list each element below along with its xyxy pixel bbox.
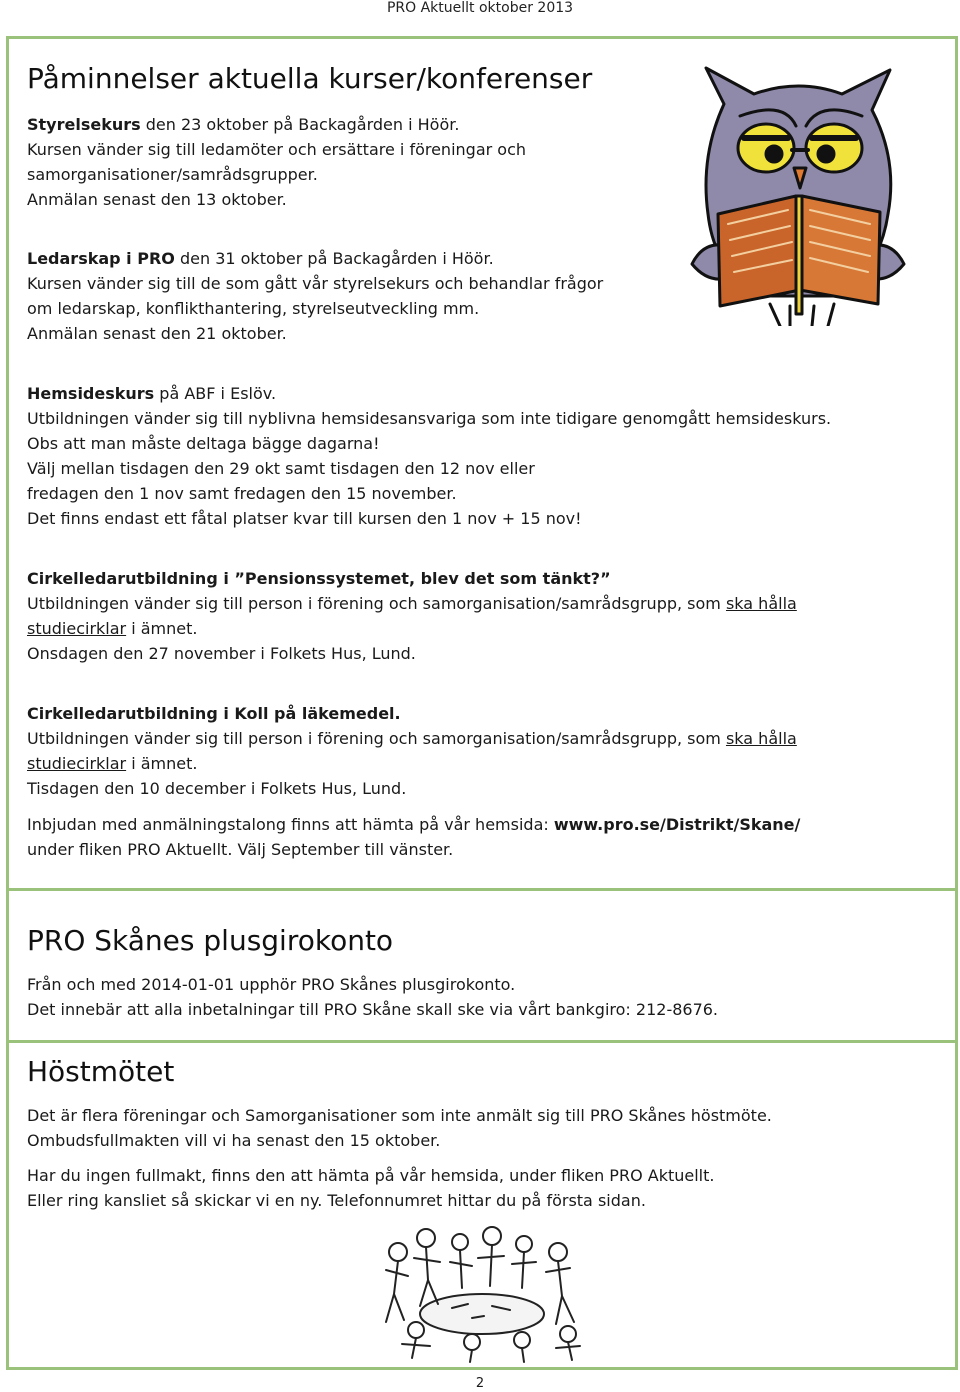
hemsideskurs-block	[27, 381, 831, 531]
invitation-text: Inbjudan med anmälningstalong finns att hämta på vår hemsida:	[27, 815, 554, 834]
plusgiro-line: Från och med 2014-01-01 upphör PRO Skånes plusgirokonto.	[27, 975, 516, 994]
hemsideskurs-name: Hemsideskurs	[27, 384, 155, 403]
plusgiro-heading: PRO Skånes plusgirokonto	[27, 924, 394, 957]
people-meeting-illustration	[372, 1218, 592, 1364]
ledarskap-line: Kursen vänder sig till de som gått vår styrelsekurs och behandlar frågor	[27, 274, 604, 293]
hemsideskurs-line: Välj mellan tisdagen den 29 okt samt tisdagen den 12 nov eller	[27, 459, 535, 478]
pension-course-audience	[27, 591, 797, 616]
owl-reading-book-illustration	[684, 64, 912, 326]
ledarskap-name: Ledarskap i PRO	[27, 249, 175, 268]
ledarskap-line: om ledarskap, konflikthantering, styrelseutveckling mm.	[27, 299, 480, 318]
lakemedel-course-link-part1: ska hålla	[725, 729, 797, 748]
lakemedel-course-date: Tisdagen den 10 december i Folkets Hus, Lund.	[27, 779, 407, 798]
invitation-line-2: under fliken PRO Aktuellt. Välj September till vänster.	[27, 840, 454, 859]
hemsideskurs-line: Obs att man måste deltaga bägge dagarna!	[27, 434, 380, 453]
courses-heading: Påminnelser aktuella kurser/konferenser	[27, 62, 593, 95]
page-number: 2	[475, 1376, 485, 1391]
styrelsekurs-when: den 23 oktober på Backagården i Höör.	[140, 115, 460, 134]
lakemedel-course-audience	[27, 726, 797, 751]
hostmotet-line: Har du ingen fullmakt, finns den att hämta på vår hemsida, under fliken PRO Aktuellt.	[27, 1166, 715, 1185]
hostmotet-paragraph-1	[27, 1103, 772, 1153]
hemsideskurs-line: Utbildningen vänder sig till nyblivna hemsidesansvariga som inte tidigare genomgått hemsideskurs.	[27, 409, 832, 428]
styrelsekurs-line: Anmälan senast den 13 oktober.	[27, 190, 287, 209]
ledarskap-title	[27, 246, 603, 271]
lakemedel-course-block	[27, 701, 797, 801]
styrelsekurs-line: Kursen vänder sig till ledamöter och ersättare i föreningar och	[27, 140, 527, 159]
pension-course-link-part2: studiecirklar	[27, 619, 127, 638]
ledarskap-when: den 31 oktober på Backagården i Höör.	[174, 249, 494, 268]
styrelsekurs-line: samorganisationer/samrådsgrupper.	[27, 165, 318, 184]
pension-course-audience-cont	[27, 616, 797, 641]
hostmotet-heading: Höstmötet	[27, 1055, 175, 1088]
lakemedel-course-audience-cont	[27, 751, 797, 776]
pension-course-link-part1: ska hålla	[725, 594, 797, 613]
lakemedel-course-audience-text: Utbildningen vänder sig till person i förening och samorganisation/samrådsgrupp, som	[27, 729, 726, 748]
styrelsekurs-name: Styrelsekurs	[27, 115, 141, 134]
styrelsekurs-title	[27, 112, 526, 137]
page-header-title: PRO Aktuellt oktober 2013	[386, 0, 574, 16]
plusgiro-block	[27, 972, 718, 1022]
pension-course-block	[27, 566, 797, 666]
invitation-block	[27, 812, 800, 862]
hemsideskurs-title	[27, 381, 831, 406]
ledarskap-block	[27, 246, 603, 346]
plusgiro-line: Det innebär att alla inbetalningar till PRO Skåne skall ske via vårt bankgiro: 212-8676.	[27, 1000, 719, 1019]
pension-course-audience-text: Utbildningen vänder sig till person i förening och samorganisation/samrådsgrupp, som	[27, 594, 726, 613]
hostmotet-line: Det är flera föreningar och Samorganisationer som inte anmält sig till PRO Skånes höstmöte.	[27, 1106, 772, 1125]
ledarskap-line: Anmälan senast den 21 oktober.	[27, 324, 287, 343]
hemsideskurs-line: fredagen den 1 nov samt fredagen den 15 november.	[27, 484, 457, 503]
pension-course-audience-end: i ämnet.	[126, 619, 198, 638]
styrelsekurs-block	[27, 112, 526, 212]
hemsideskurs-line: Det finns endast ett fåtal platser kvar till kursen den 1 nov + 15 nov!	[27, 509, 582, 528]
hostmotet-paragraph-2	[27, 1163, 714, 1213]
pension-course-date: Onsdagen den 27 november i Folkets Hus, Lund.	[27, 644, 416, 663]
hemsideskurs-when: på ABF i Eslöv.	[154, 384, 277, 403]
invitation-line	[27, 812, 800, 837]
hostmotet-line: Eller ring kansliet så skickar vi en ny. Telefonnumret hittar du på första sidan.	[27, 1191, 646, 1210]
info-box-divider	[6, 1040, 958, 1043]
hostmotet-line: Ombudsfullmakten vill vi ha senast den 15 oktober.	[27, 1131, 441, 1150]
pension-course-title: Cirkelledarutbildning i ”Pensionssystemet, blev det som tänkt?”	[27, 569, 611, 588]
lakemedel-course-audience-end: i ämnet.	[126, 754, 198, 773]
lakemedel-course-title: Cirkelledarutbildning i Koll på läkemedel.	[27, 704, 401, 723]
invitation-url: www.pro.se/Distrikt/Skane/	[553, 815, 801, 834]
lakemedel-course-link-part2: studiecirklar	[27, 754, 127, 773]
